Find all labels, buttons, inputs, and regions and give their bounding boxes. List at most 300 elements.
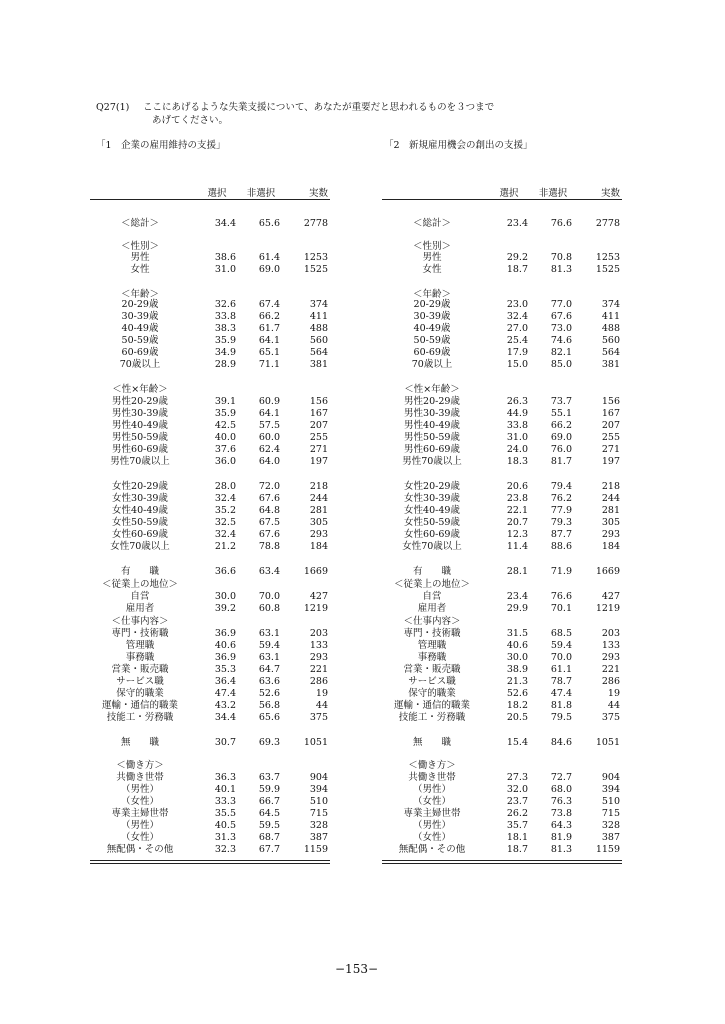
- table-row: [90, 347, 330, 359]
- row-label: 40-49歳: [413, 323, 451, 334]
- cell-count: 167: [601, 408, 620, 419]
- cell-not-selected: 68.0: [550, 784, 572, 795]
- cell-count: 381: [601, 359, 620, 370]
- table-row: [90, 456, 330, 468]
- table-row: [90, 408, 330, 420]
- cell-not-selected: 56.8: [258, 700, 280, 711]
- cell-not-selected: 81.8: [550, 700, 572, 711]
- row-label: 30-39歳: [121, 311, 159, 322]
- table-row: [382, 456, 622, 468]
- cell-count: 255: [601, 432, 620, 443]
- table-row: [90, 652, 330, 664]
- table-row: [90, 432, 330, 444]
- table-row: [382, 664, 622, 676]
- table-row: [90, 335, 330, 347]
- cell-selected: 12.3: [506, 529, 528, 540]
- table-row: [382, 712, 622, 724]
- cell-count: 1159: [303, 844, 328, 855]
- cell-count: 244: [601, 493, 620, 504]
- cell-selected: 36.4: [214, 676, 236, 687]
- cell-not-selected: 59.4: [550, 640, 572, 651]
- table-row: [90, 700, 330, 712]
- table-row: [382, 676, 622, 688]
- cell-count: 1669: [595, 566, 620, 577]
- row-label: ＜総計＞: [120, 218, 159, 229]
- table-row: [382, 688, 622, 700]
- cell-not-selected: 59.4: [258, 640, 280, 651]
- cell-count: 1525: [595, 264, 620, 275]
- cell-selected: 31.3: [214, 832, 236, 843]
- cell-selected: 30.0: [214, 591, 236, 602]
- cell-selected: 47.4: [214, 688, 236, 699]
- table-row: [90, 796, 330, 808]
- cell-count: 1219: [303, 603, 328, 614]
- cell-selected: 44.9: [506, 408, 528, 419]
- row-label: 女性: [422, 264, 442, 275]
- cell-selected: 15.4: [506, 737, 528, 748]
- row-label: 50-59歳: [121, 335, 159, 346]
- cell-selected: 18.3: [506, 456, 528, 467]
- table-row: [382, 359, 622, 371]
- cell-count: 510: [309, 796, 328, 807]
- row-label: 70歳以上: [411, 359, 453, 370]
- row-label: 専業主婦世帯: [403, 808, 461, 819]
- crosstab-table-left: [90, 183, 330, 861]
- cell-selected: 36.3: [214, 772, 236, 783]
- cell-not-selected: 60.9: [258, 396, 280, 407]
- row-label: 共働き世帯: [116, 772, 164, 783]
- cell-count: 394: [601, 784, 620, 795]
- cell-not-selected: 65.6: [258, 712, 280, 723]
- table-row: [90, 420, 330, 432]
- cell-selected: 35.3: [214, 664, 236, 675]
- cell-not-selected: 67.6: [258, 493, 280, 504]
- table-row: [90, 444, 330, 456]
- cell-not-selected: 52.6: [258, 688, 280, 699]
- cell-selected: 17.9: [506, 347, 528, 358]
- cell-selected: 39.2: [214, 603, 236, 614]
- cell-count: 244: [309, 493, 328, 504]
- cell-count: 1525: [303, 264, 328, 275]
- table-row: [382, 796, 622, 808]
- cell-count: 564: [309, 347, 328, 358]
- cell-selected: 33.8: [214, 311, 236, 322]
- cell-selected: 20.7: [506, 517, 528, 528]
- table-row: [382, 772, 622, 784]
- question-text-line1: ここにあげるような失業支援について、あなたが重要だと思われるものを３つまで: [143, 102, 495, 113]
- row-label: 女性: [130, 264, 150, 275]
- cell-selected: 39.1: [214, 396, 236, 407]
- cell-selected: 32.4: [214, 529, 236, 540]
- table-row: [382, 444, 622, 456]
- cell-selected: 34.4: [214, 712, 236, 723]
- cell-count: 2778: [303, 218, 328, 229]
- row-label: 保守的職業: [116, 688, 164, 699]
- cell-not-selected: 76.2: [550, 493, 572, 504]
- cell-selected: 42.5: [214, 420, 236, 431]
- table-row: [90, 529, 330, 541]
- cell-count: 286: [601, 676, 620, 687]
- cell-not-selected: 69.0: [258, 264, 280, 275]
- cell-selected: 40.6: [214, 640, 236, 651]
- row-label: 男性50-59歳: [404, 432, 460, 443]
- crosstab-table-right: [382, 183, 622, 861]
- row-label: 男性30-39歳: [404, 408, 460, 419]
- table-title-left: 「1 企業の雇用維持の支援」: [96, 140, 226, 151]
- table-row: [382, 737, 622, 749]
- table-row: [382, 808, 622, 820]
- cell-selected: 28.0: [214, 481, 236, 492]
- cell-selected: 36.9: [214, 628, 236, 639]
- table-row: [90, 640, 330, 652]
- table-row: [90, 820, 330, 832]
- row-label: 女性30-39歳: [112, 493, 168, 504]
- row-label: 女性50-59歳: [404, 517, 460, 528]
- cell-selected: 18.7: [506, 264, 528, 275]
- cell-not-selected: 77.9: [550, 505, 572, 516]
- cell-selected: 15.0: [506, 359, 528, 370]
- cell-not-selected: 66.7: [258, 796, 280, 807]
- row-label: 女性40-49歳: [112, 505, 168, 516]
- cell-selected: 43.2: [214, 700, 236, 711]
- table-row: [382, 299, 622, 311]
- cell-count: 411: [309, 311, 328, 322]
- cell-not-selected: 55.1: [550, 408, 572, 419]
- cell-selected: 40.0: [214, 432, 236, 443]
- row-label: （女性）: [120, 832, 159, 843]
- cell-selected: 32.0: [506, 784, 528, 795]
- cell-not-selected: 71.1: [258, 359, 280, 370]
- table-row: [382, 820, 622, 832]
- table-title-right: 「2 新規雇用機会の創出の支援」: [384, 140, 533, 151]
- cell-count: 19: [315, 688, 328, 699]
- cell-count: 255: [309, 432, 328, 443]
- cell-selected: 21.3: [506, 676, 528, 687]
- row-label: 有 職: [120, 566, 159, 577]
- row-label: 男性60-69歳: [112, 444, 168, 455]
- col-header-count: 実数: [600, 188, 620, 199]
- col-header-not-selected: 非選択: [246, 188, 276, 199]
- cell-not-selected: 60.8: [258, 603, 280, 614]
- cell-not-selected: 61.1: [550, 664, 572, 675]
- cell-not-selected: 79.3: [550, 517, 572, 528]
- cell-selected: 36.6: [214, 566, 236, 577]
- cell-selected: 31.0: [506, 432, 528, 443]
- cell-selected: 38.3: [214, 323, 236, 334]
- cell-not-selected: 76.6: [550, 591, 572, 602]
- table-header: [382, 183, 622, 200]
- cell-not-selected: 64.0: [258, 456, 280, 467]
- cell-selected: 33.3: [214, 796, 236, 807]
- cell-selected: 29.9: [506, 603, 528, 614]
- row-label: 専業主婦世帯: [111, 808, 169, 819]
- col-header-count: 実数: [308, 188, 328, 199]
- cell-count: 394: [309, 784, 328, 795]
- table-body: [90, 200, 330, 861]
- cell-count: 293: [309, 529, 328, 540]
- question-number: Q27(1): [96, 102, 130, 113]
- cell-not-selected: 70.8: [550, 252, 572, 263]
- row-label: 自営: [422, 591, 442, 602]
- cell-not-selected: 63.6: [258, 676, 280, 687]
- cell-count: 904: [601, 772, 620, 783]
- cell-not-selected: 70.0: [550, 652, 572, 663]
- row-label: ＜性別＞: [412, 241, 451, 252]
- cell-selected: 23.4: [506, 218, 528, 229]
- cell-count: 44: [607, 700, 620, 711]
- cell-selected: 18.7: [506, 844, 528, 855]
- table-row: [382, 335, 622, 347]
- cell-selected: 32.6: [214, 299, 236, 310]
- cell-not-selected: 72.7: [550, 772, 572, 783]
- cell-selected: 38.9: [506, 664, 528, 675]
- page-number: −153−: [335, 962, 379, 976]
- cell-selected: 27.0: [506, 323, 528, 334]
- table-header: [90, 183, 330, 200]
- row-label: 管理職: [417, 640, 447, 651]
- table-row: [382, 347, 622, 359]
- cell-count: 133: [309, 640, 328, 651]
- table-row: [382, 579, 622, 591]
- cell-selected: 30.7: [214, 737, 236, 748]
- row-label: 男性: [422, 252, 442, 263]
- row-label: 60-69歳: [121, 347, 159, 358]
- table-body: [382, 200, 622, 861]
- table-row: [382, 529, 622, 541]
- row-label: 女性40-49歳: [404, 505, 460, 516]
- cell-selected: 30.0: [506, 652, 528, 663]
- cell-count: 375: [309, 712, 328, 723]
- row-label: （女性）: [120, 796, 159, 807]
- table-row: [382, 566, 622, 578]
- row-label: 運輸・通信的職業: [393, 700, 470, 711]
- cell-count: 560: [309, 335, 328, 346]
- row-label: 専門・技術職: [111, 628, 169, 639]
- cell-count: 156: [309, 396, 328, 407]
- cell-not-selected: 73.8: [550, 808, 572, 819]
- cell-not-selected: 78.7: [550, 676, 572, 687]
- cell-count: 381: [309, 359, 328, 370]
- cell-not-selected: 64.7: [258, 664, 280, 675]
- row-label: ＜総計＞: [412, 218, 451, 229]
- table-row: [90, 493, 330, 505]
- cell-count: 218: [309, 481, 328, 492]
- table-row: [90, 218, 330, 230]
- cell-count: 328: [601, 820, 620, 831]
- row-label: （男性）: [412, 820, 451, 831]
- cell-not-selected: 68.5: [550, 628, 572, 639]
- cell-count: 1253: [595, 252, 620, 263]
- table-row: [382, 541, 622, 553]
- cell-count: 203: [601, 628, 620, 639]
- table-row: [382, 616, 622, 628]
- cell-not-selected: 64.8: [258, 505, 280, 516]
- row-label: ＜従業上の地位＞: [101, 579, 178, 590]
- cell-selected: 35.2: [214, 505, 236, 516]
- row-label: ＜年齢＞: [120, 289, 159, 300]
- cell-selected: 28.9: [214, 359, 236, 370]
- table-row: [90, 760, 330, 772]
- cell-count: 19: [607, 688, 620, 699]
- row-label: 共働き世帯: [408, 772, 456, 783]
- row-label: 男性20-29歳: [404, 396, 460, 407]
- table-row: [90, 517, 330, 529]
- cell-not-selected: 79.5: [550, 712, 572, 723]
- cell-count: 203: [309, 628, 328, 639]
- question-block: [96, 101, 494, 127]
- cell-count: 207: [309, 420, 328, 431]
- cell-count: 375: [601, 712, 620, 723]
- cell-count: 904: [309, 772, 328, 783]
- table-row: [90, 616, 330, 628]
- cell-not-selected: 63.4: [258, 566, 280, 577]
- table-row: [382, 760, 622, 772]
- cell-selected: 26.3: [506, 396, 528, 407]
- cell-not-selected: 77.0: [550, 299, 572, 310]
- cell-not-selected: 82.1: [550, 347, 572, 358]
- table-row: [382, 408, 622, 420]
- cell-count: 560: [601, 335, 620, 346]
- cell-selected: 36.9: [214, 652, 236, 663]
- table-row: [90, 784, 330, 796]
- cell-not-selected: 74.6: [550, 335, 572, 346]
- cell-count: 715: [309, 808, 328, 819]
- cell-count: 374: [601, 299, 620, 310]
- cell-not-selected: 81.7: [550, 456, 572, 467]
- row-label: 女性70歳以上: [402, 541, 462, 552]
- cell-count: 281: [601, 505, 620, 516]
- row-label: 専門・技術職: [403, 628, 461, 639]
- table-row: [382, 640, 622, 652]
- row-label: 自営: [130, 591, 150, 602]
- cell-not-selected: 87.7: [550, 529, 572, 540]
- cell-selected: 34.9: [214, 347, 236, 358]
- cell-not-selected: 72.0: [258, 481, 280, 492]
- table-row: [382, 591, 622, 603]
- cell-not-selected: 76.3: [550, 796, 572, 807]
- row-label: 30-39歳: [413, 311, 451, 322]
- cell-not-selected: 64.3: [550, 820, 572, 831]
- row-label: 事務職: [417, 652, 447, 663]
- table-row: [90, 628, 330, 640]
- cell-count: 281: [309, 505, 328, 516]
- table-row: [90, 264, 330, 276]
- table-row: [382, 603, 622, 615]
- cell-selected: 31.0: [214, 264, 236, 275]
- row-label: ＜年齢＞: [412, 289, 451, 300]
- row-label: 女性20-29歳: [404, 481, 460, 492]
- row-label: 有 職: [412, 566, 451, 577]
- cell-selected: 26.2: [506, 808, 528, 819]
- cell-not-selected: 57.5: [258, 420, 280, 431]
- row-label: 保守的職業: [408, 688, 456, 699]
- cell-count: 374: [309, 299, 328, 310]
- row-label: 40-49歳: [121, 323, 159, 334]
- table-row: [382, 784, 622, 796]
- cell-count: 1253: [303, 252, 328, 263]
- cell-selected: 23.8: [506, 493, 528, 504]
- cell-count: 156: [601, 396, 620, 407]
- table-row: [90, 566, 330, 578]
- table-row: [90, 384, 330, 396]
- cell-not-selected: 68.7: [258, 832, 280, 843]
- row-label: 男性70歳以上: [402, 456, 462, 467]
- table-row: [382, 832, 622, 844]
- table-row: [382, 652, 622, 664]
- table-row: [382, 311, 622, 323]
- cell-not-selected: 59.9: [258, 784, 280, 795]
- row-label: 事務職: [125, 652, 155, 663]
- table-row: [90, 772, 330, 784]
- cell-selected: 31.5: [506, 628, 528, 639]
- question-text-line2: あげてください。: [152, 115, 229, 126]
- cell-not-selected: 64.1: [258, 408, 280, 419]
- cell-selected: 35.7: [506, 820, 528, 831]
- row-label: （男性）: [412, 784, 451, 795]
- col-header-not-selected: 非選択: [538, 188, 568, 199]
- table-row: [90, 299, 330, 311]
- cell-count: 1051: [595, 737, 620, 748]
- cell-not-selected: 62.4: [258, 444, 280, 455]
- table-row: [382, 481, 622, 493]
- cell-count: 207: [601, 420, 620, 431]
- row-label: 男性: [130, 252, 150, 263]
- cell-not-selected: 67.6: [550, 311, 572, 322]
- row-label: 無 職: [412, 737, 451, 748]
- cell-count: 271: [601, 444, 620, 455]
- row-label: 女性30-39歳: [404, 493, 460, 504]
- cell-not-selected: 64.5: [258, 808, 280, 819]
- row-label: 60-69歳: [413, 347, 451, 358]
- cell-count: 488: [601, 323, 620, 334]
- cell-not-selected: 79.4: [550, 481, 572, 492]
- cell-count: 1219: [595, 603, 620, 614]
- table-row: [90, 505, 330, 517]
- cell-not-selected: 76.0: [550, 444, 572, 455]
- cell-not-selected: 60.0: [258, 432, 280, 443]
- cell-selected: 37.6: [214, 444, 236, 455]
- table-row: [382, 252, 622, 264]
- cell-count: 1159: [595, 844, 620, 855]
- table-row: [90, 396, 330, 408]
- cell-count: 328: [309, 820, 328, 831]
- cell-not-selected: 69.0: [550, 432, 572, 443]
- table-row: [90, 603, 330, 615]
- cell-selected: 24.0: [506, 444, 528, 455]
- cell-count: 488: [309, 323, 328, 334]
- table-row: [90, 359, 330, 371]
- table-row: [90, 712, 330, 724]
- cell-selected: 33.8: [506, 420, 528, 431]
- row-label: 男性70歳以上: [110, 456, 170, 467]
- cell-not-selected: 47.4: [550, 688, 572, 699]
- cell-count: 427: [601, 591, 620, 602]
- table-row: [90, 676, 330, 688]
- row-label: 男性40-49歳: [112, 420, 168, 431]
- cell-selected: 36.0: [214, 456, 236, 467]
- row-label: 70歳以上: [119, 359, 161, 370]
- cell-count: 387: [601, 832, 620, 843]
- cell-selected: 29.2: [506, 252, 528, 263]
- cell-count: 510: [601, 796, 620, 807]
- cell-selected: 35.5: [214, 808, 236, 819]
- cell-selected: 11.4: [506, 541, 528, 552]
- table-row: [90, 844, 330, 856]
- row-label: ＜働き方＞: [408, 760, 456, 771]
- cell-count: 286: [309, 676, 328, 687]
- row-label: ＜性別＞: [120, 241, 159, 252]
- cell-count: 167: [309, 408, 328, 419]
